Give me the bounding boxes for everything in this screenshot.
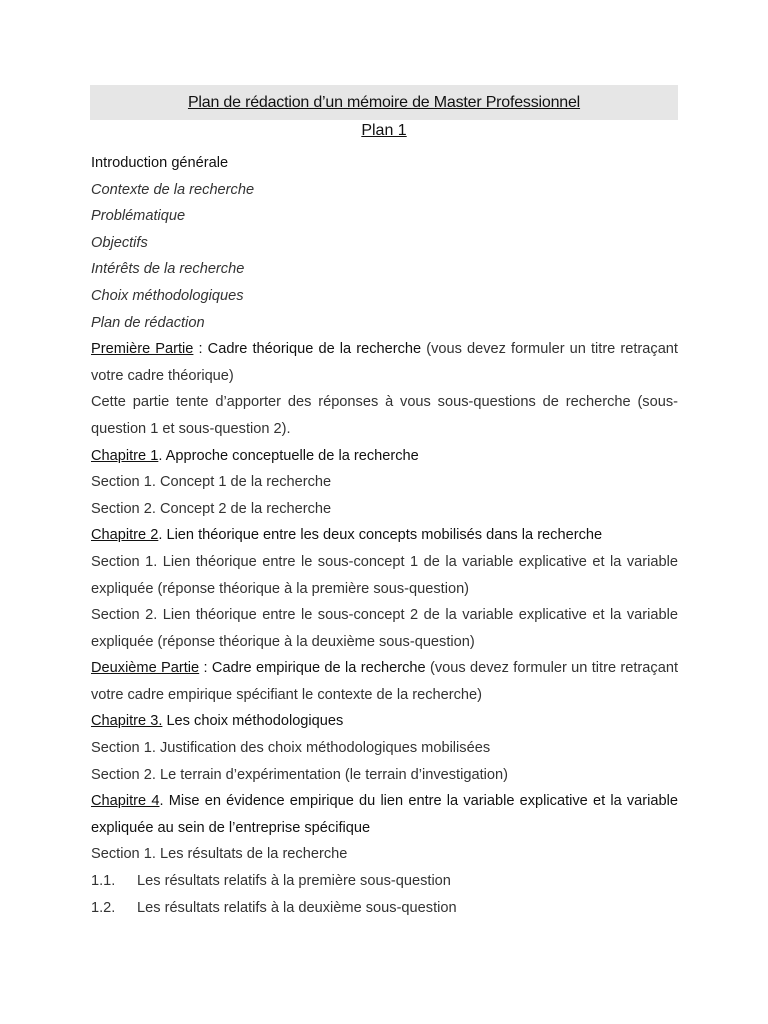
intro-item-methods: Choix méthodologiques [91,287,244,304]
chapter2-title: . Lien théorique entre les deux concepts mobilisés dans la recherche [158,527,603,544]
chapter1-section1: Section 1. Concept 1 de la recherche [91,474,332,491]
part2-title: : Cadre empirique de la recherche [199,660,426,677]
chapter3-title: Les choix méthodologiques [162,713,344,730]
chapter3-section1: Section 1. Justification des choix méthodologiques mobilisées [91,740,491,757]
document-body [91,150,678,921]
plan-label: Plan 1 [361,122,407,139]
chapter4-section1: Section 1. Les résultats de la recherche [91,846,348,863]
intro-item-problem: Problématique [91,208,186,225]
intro-item-objectives: Objectifs [91,234,148,251]
chapter3-section2: Section 2. Le terrain d’expérimentation (le terrain d’investigation) [91,766,508,783]
title-banner [90,85,678,120]
subitem-number: 1.1. [91,873,116,890]
part1-label: Première Partie [91,341,194,358]
chapter1-heading [91,443,678,470]
chapter2-section2: Section 2. Lien théorique entre le sous-concept 2 de la variable explicative et la variable expliquée (réponse théorique à la deuxième sous-question) [91,607,678,650]
chapter3-label: Chapitre 3. [91,713,163,730]
chapter4-label: Chapitre 4 [91,793,160,810]
part1-note: (vous devez formuler un titre retraçant votre cadre théorique) [91,341,678,384]
part2-label: Deuxième Partie [91,660,200,677]
chapter3-heading [91,708,678,735]
chapter4-subitem-2 [91,895,678,922]
subitem-text: Les résultats relatifs à la première sous-question [137,873,451,890]
chapter1-section2: Section 2. Concept 2 de la recherche [91,500,332,517]
intro-item-interests: Intérêts de la recherche [91,261,245,278]
chapter2-label: Chapitre 2 [91,527,159,544]
intro-item-context: Contexte de la recherche [91,181,255,198]
intro-heading: Introduction générale [91,155,229,171]
subitem-text: Les résultats relatifs à la deuxième sous-question [137,899,457,916]
chapter4-subitem-1 [91,868,678,895]
chapter2-heading [91,522,678,549]
chapter4-heading [91,788,678,841]
part1-heading [91,336,678,389]
intro-item-plan: Plan de rédaction [91,314,205,331]
chapter1-title: . Approche conceptuelle de la recherche [158,447,419,464]
part2-note: (vous devez formuler un titre retraçant votre cadre empirique spécifiant le contexte de la recherche) [91,660,678,703]
document-title: Plan de rédaction d’un mémoire de Master Professionnel [187,93,581,111]
chapter2-section1: Section 1. Lien théorique entre le sous-concept 1 de la variable explicative et la variable expliquée (réponse théorique à la première sous-question) [91,553,678,597]
part1-title: : Cadre théorique de la recherche [193,341,422,358]
chapter4-title: . Mise en évidence empirique du lien entre la variable explicative et la variable expliquée au sein de l’entreprise spécifique [91,793,678,836]
subitem-number: 1.2. [91,899,116,916]
chapter1-label: Chapitre 1 [91,447,159,464]
part2-heading [91,655,678,708]
part1-description: Cette partie tente d’apporter des réponses à vous sous-questions de recherche (sous-question 1 et sous-question 2). [91,394,678,437]
